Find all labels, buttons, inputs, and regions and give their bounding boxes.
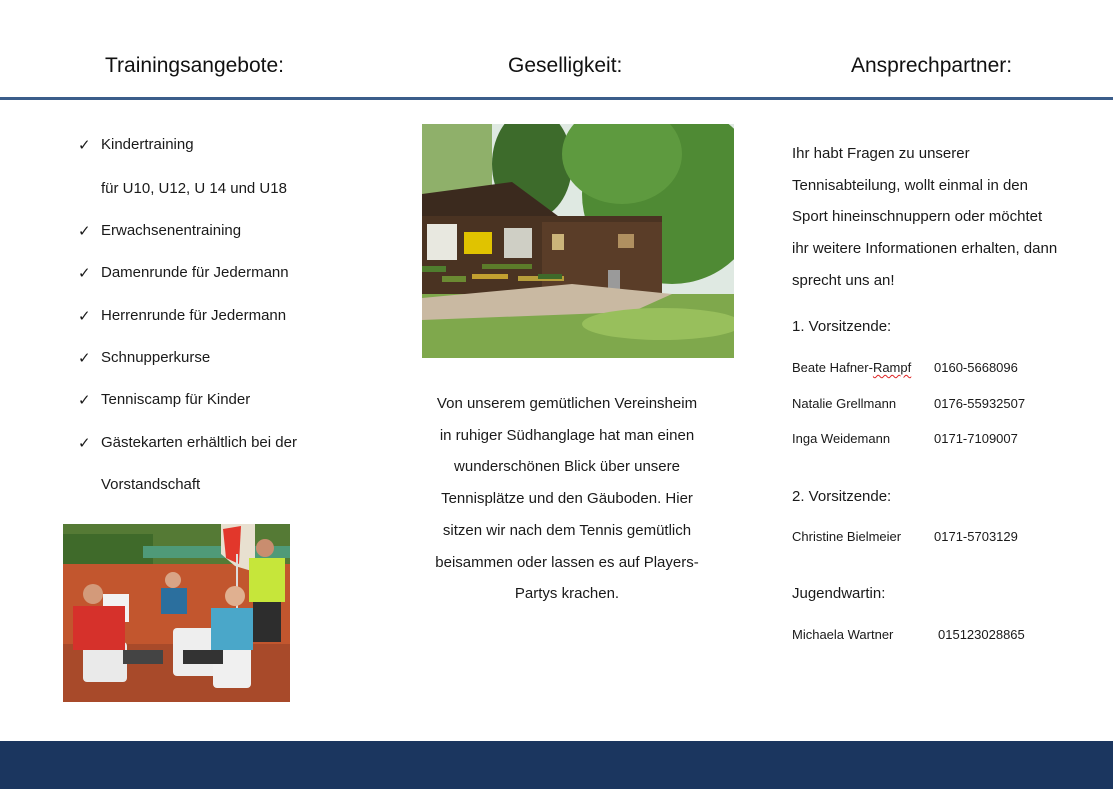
- contacts-intro-line: Ihr habt Fragen zu unserer: [792, 145, 970, 162]
- check-icon: ✓: [78, 392, 91, 409]
- contact-name: Christine Bielmeier: [792, 529, 902, 544]
- contacts-intro-line: sprecht uns an!: [792, 272, 895, 289]
- header-rule: [0, 97, 1113, 100]
- check-icon: ✓: [78, 350, 91, 367]
- youth-label: Jugendwartin:: [792, 585, 886, 602]
- check-icon: ✓: [78, 265, 91, 282]
- social-text-line: in ruhiger Südhanglage hat man einen: [439, 427, 695, 444]
- second-chair-label: 2. Vorsitzende:: [792, 488, 892, 505]
- social-text-line: sitzen wir nach dem Tennis gemütlich: [442, 522, 692, 539]
- contact-name: Beate Hafner-Rampf: [792, 360, 912, 375]
- check-icon: ✓: [78, 137, 91, 154]
- heading-contacts: Ansprechpartner:: [851, 54, 1013, 77]
- contact-phone: 0176-55932507: [934, 396, 1026, 411]
- clubhouse-photo: [422, 124, 734, 358]
- contact-phone: 0171-7109007: [934, 431, 1018, 446]
- footer-bar: [0, 741, 1113, 789]
- heading-social: Geselligkeit:: [508, 54, 623, 77]
- contact-name: Natalie Grellmann: [792, 396, 897, 411]
- social-text-line: Von unserem gemütlichen Vereinsheim: [436, 395, 698, 412]
- contacts-intro-line: Sport hineinschnuppern oder möchtet: [792, 208, 1043, 225]
- contact-phone: 015123028865: [938, 627, 1025, 642]
- check-icon: ✓: [78, 308, 91, 325]
- contact-name: Inga Weidemann: [792, 431, 891, 446]
- contact-name: Michaela Wartner: [792, 627, 894, 642]
- contacts-intro-line: Tennisabteilung, wollt einmal in den: [792, 177, 1028, 194]
- heading-training: Trainingsangebote:: [105, 54, 285, 77]
- players-photo: [63, 524, 290, 702]
- social-text-line: Partys krachen.: [514, 585, 620, 602]
- first-chair-label: 1. Vorsitzende:: [792, 318, 892, 335]
- contacts-intro-line: ihr weitere Informationen erhalten, dann: [792, 240, 1058, 257]
- contact-phone: 0171-5703129: [934, 529, 1018, 544]
- social-text-line: Tennisplätze und den Gäuboden. Hier: [441, 490, 693, 507]
- social-text-line: wunderschönen Blick über unsere: [454, 458, 680, 475]
- check-icon: ✓: [78, 223, 91, 240]
- check-icon: ✓: [78, 435, 91, 452]
- social-text-line: beisammen oder lassen es auf Players-: [435, 554, 699, 571]
- contact-phone: 0160-5668096: [934, 360, 1018, 375]
